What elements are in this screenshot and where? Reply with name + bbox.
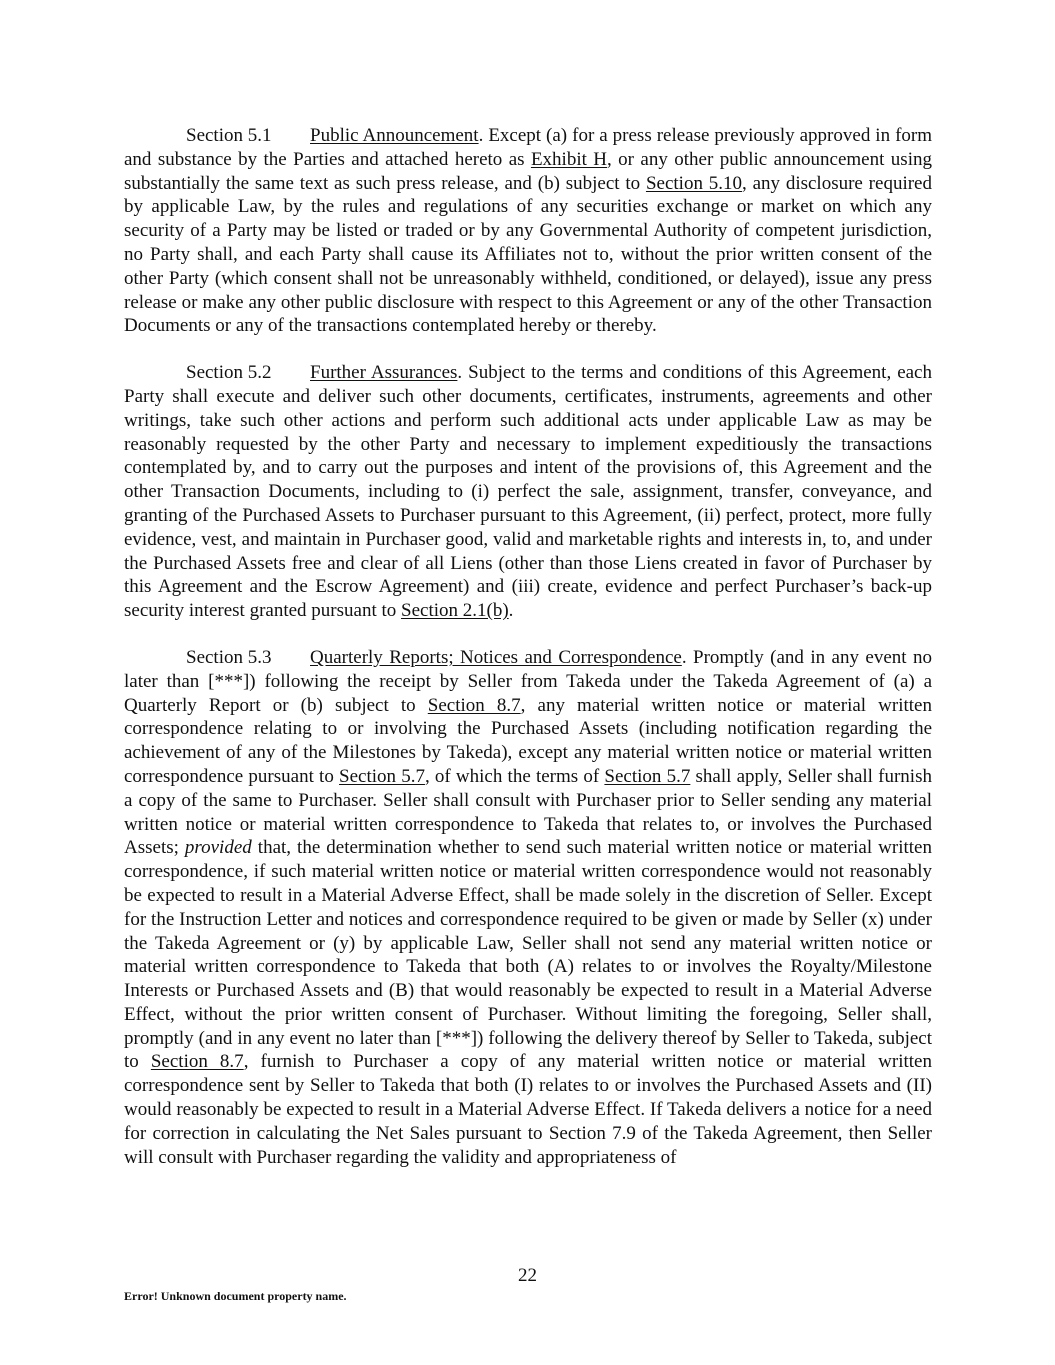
underlined-reference: Section 8.7 <box>427 694 521 716</box>
text-run: , of which the terms of <box>424 765 605 787</box>
footer-note: Error! Unknown document property name. <box>124 1289 347 1303</box>
section-number: Section 5.1 <box>186 125 272 146</box>
underlined-reference: Section 5.10 <box>645 172 743 194</box>
text-run: , furnish to Purchaser a copy of any material written notice or material written correspondence sent by Seller to Takeda that both (I) relates to or involves the Purchased Assets and (II) would reasonably be expected to result in a Material Adverse Effect. If Takeda delivers a notice for a need for correction in calculating the Net Sales pursuant to Section 7.9 of the Takeda Agreement, then Seller will consult with Purchaser regarding the validity and appropriateness of <box>124 1051 932 1168</box>
section-5-1 <box>124 124 932 338</box>
italic-text: provided <box>184 837 252 859</box>
text-run: . Except (a) for a press release previously approved in form and substance by the Parties and attached hereto as <box>124 125 932 170</box>
section-number: Section 5.2 <box>186 362 272 384</box>
underlined-reference: Section 8.7 <box>150 1051 244 1073</box>
text-run: that, the determination whether to send such material written notice or material written correspondence, if such material written notice or material written correspondence would not reasonably be expected to result in a Material Adverse Effect, shall be made solely in the discretion of Seller. Except for the Instruction Letter and notices and correspondence required to be given or made by Seller (x) under the Takeda Agreement or (y) by applicable Law, Seller shall not send any material written notice or material written correspondence to Takeda that both (A) relates to or involves the Royalty/Milestone Interests or Purchased Assets and (B) that would reasonably be expected to result in a Material Adverse Effect, without the prior written consent of Purchaser. Without limiting the foregoing, Seller shall, promptly (and in any event no later than [***]) following the delivery thereof by Seller to Takeda, subject to <box>124 837 932 1073</box>
underlined-reference: Section 2.1(b) <box>401 600 509 622</box>
text-run: . <box>508 600 514 622</box>
section-5-2 <box>124 361 932 623</box>
text-run: , any disclosure required by applicable Law, by the rules and regulations of any securities exchange or market on which any security of a Party may be listed or traded or by any Governmental Authority of competent jurisdiction, no Party shall, and each Party shall cause its Affiliates not to, without the prior written consent of the other Party (which consent shall not be unreasonably withheld, conditioned, or delayed), issue any press release or make any other public disclosure with respect to this Agreement or any of the other Transaction Documents or any of the transactions contemplated hereby or thereby. <box>124 172 932 337</box>
text-run: , any material written notice or material written correspondence relating to or involving the Purchased Assets (including notification regarding the achievement of any of the Milestones by Takeda), except any material written notice or material written correspondence pursuant to <box>124 694 932 787</box>
section-number: Section 5.3 <box>186 646 272 668</box>
underlined-reference: Exhibit H <box>530 148 608 170</box>
section-body <box>124 125 932 336</box>
text-run: , or any other public announcement using substantially the same text as such press release, and (b) subject to <box>124 148 932 194</box>
section-5-3 <box>124 646 932 1170</box>
text-run: shall apply, Seller shall furnish a copy of the same to Purchaser. Seller shall consult with Purchaser prior to Seller sending any material written notice or material written correspondence to Takeda that relates to, or involves the Purchased Assets; <box>124 765 932 859</box>
document-page <box>124 124 932 1192</box>
text-run: . Subject to the terms and conditions of this Agreement, each Party shall execute and deliver such other documents, certificates, instruments, agreements and other writings, take such other actions and perform such additional acts under applicable Law as may be reasonably requested by the other Party and necessary to implement expeditiously the transactions contemplated by, and to carry out the purposes and intent of the provisions of, this Agreement and the other Transaction Documents, including to (i) perfect the sale, assignment, transfer, conveyance, and granting of the Purchased Assets to Purchaser pursuant to this Agreement, (ii) perfect, protect, more fully evidence, vest, and maintain in Purchaser good, valid and marketable rights and interests in, to, and under the Purchased Assets free and clear of all Liens (other than those Liens created in favor of Purchaser by this Agreement and the Escrow Agreement) and (iii) create, evidence and perfect Purchaser’s back-up security interest granted pursuant to <box>124 362 932 622</box>
underlined-reference: Public Announcement <box>310 125 479 146</box>
page-number: 22 <box>518 1265 537 1286</box>
underlined-reference: Section 5.7 <box>604 765 691 787</box>
underlined-reference: Quarterly Reports; Notices and Correspondence <box>310 646 682 668</box>
text-run: . Promptly (and in any event no later than [***]) following the receipt by Seller from Takeda under the Takeda Agreement of (a) a Quarterly Report or (b) subject to <box>124 646 932 716</box>
underlined-reference: Further Assurances <box>310 362 458 384</box>
underlined-reference: Section 5.7 <box>339 765 425 787</box>
section-body <box>124 647 932 1168</box>
section-body <box>124 362 932 621</box>
